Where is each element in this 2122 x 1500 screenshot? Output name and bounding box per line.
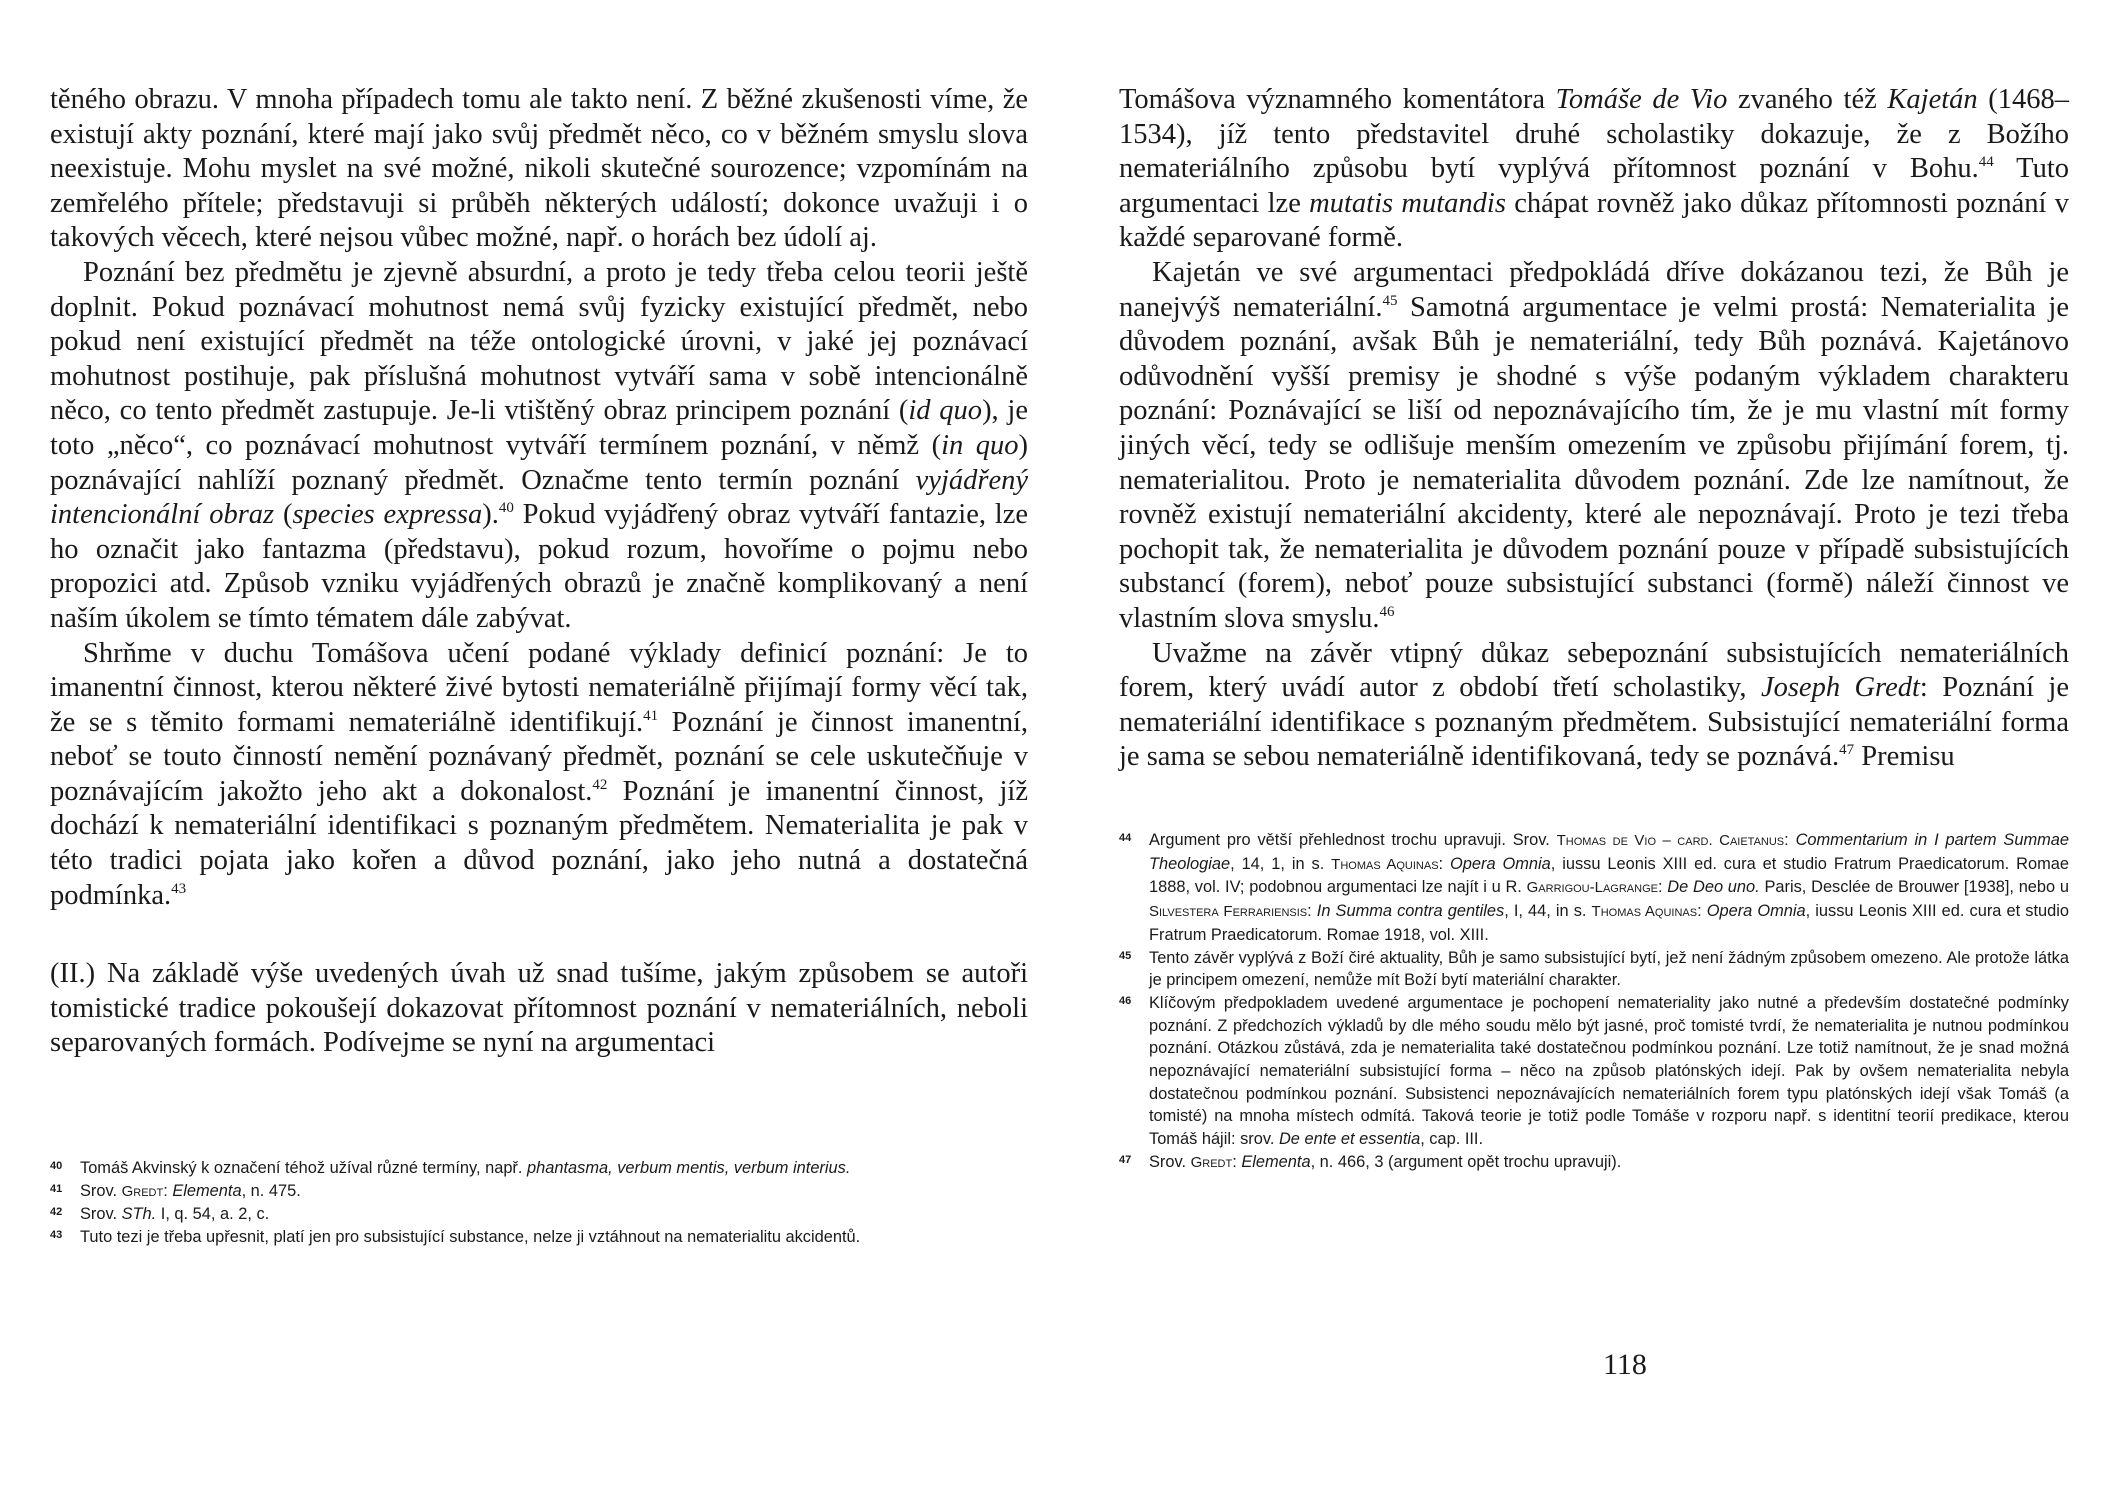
footnote-ref: 43 <box>171 880 187 897</box>
footnote-ref: 42 <box>592 776 608 793</box>
footnote: 41 Srov. Gredt: Elementa, n. 475. <box>50 1181 301 1200</box>
paragraph: Kajetán ve své argumentaci předpokládá dříve dokázanou tezi, že Bůh je nanejvýš nemateriální.$^{45}$ Samotná argumentace je velmi prostá: Nematerialita je důvodem poznání, avšak Bůh je nemateriální, tedy Bůh poznává. Kajetánovo odůvodnění vyšší premisy je shodné s výše podaným výkladem charakteru poznání: Poznávající se liší od nepoznávajícího tím, že je mu vlastní mít formy jiných věcí, tedy se odlišuje menším omezením ve způsobu přijímání forem, tj. nematerialitou. Proto je nematerialita důvodem poznání. Zde lze namítnout, že rovněž existují nemateriální akcidenty, které ale nepoznávají. Proto je tezi třeba pochopit tak, že nematerialita je důvodem poznání pouze v případě subsistujících substancí (forem), neboť pouze subsistující substanci (formě) náleží činnost ve vlastním slova smyslu.$^{46}$ <box>1119 256 2069 634</box>
footnote-ref: 46 <box>1379 603 1395 620</box>
footnote-ref: 44 <box>1978 154 1994 171</box>
left-footnotes <box>50 1157 1028 1249</box>
right-body-text <box>1119 83 2069 775</box>
footnote: 42 Srov. STh. I, q. 54, a. 2, c. <box>50 1205 270 1224</box>
section-paragraph: (II.) Na základě výše uvedených úvah už snad tušíme, jakým způsobem se autoři tomistické tradice pokoušejí dokazovat přítomnost poznání v nemateriálních, neboli separovaných formách. Podívejme se nyní na argumentaci <box>50 958 1028 1059</box>
paragraph: Poznání bez předmětu je zjevně absurdní, a proto je tedy třeba celou teorii ještě doplnit. Pokud poznávací mohutnost nemá svůj fyzicky existující předmět, nebo pokud není existující předmět na téže ontologické úrovni, v jaké jej poznávací mohutnost postihuje, pak příslušná mohutnost vytváří sama v sobě intencionálně něco, co tento předmět zastupuje. Je-li vtištěný obraz principem poznání (id quo), je toto „něco“, co poznávací mohutnost vytváří termínem poznání, v němž (in quo) poznávající nahlíží poznaný předmět. Označme tento termín poznání vyjádřený intencionální obraz (species expressa).$^{40}$ Pokud vyjádřený obraz vytváří fantazie, lze ho označit jako fantazma (představu), pokud rozum, hovoříme o pojmu nebo propozici atd. Způsob vzniku vyjádřených obrazů je značně komplikovaný a není naším úkolem se tímto tématem dále zabývat. <box>50 256 1029 634</box>
footnote-number: 47 <box>1119 1153 1132 1166</box>
right-page <box>1061 0 2122 1500</box>
right-footnotes <box>1119 829 2069 1175</box>
left-body-text <box>50 83 1028 1061</box>
footnote-ref: 41 <box>643 707 659 724</box>
footnote-ref: 40 <box>498 500 514 517</box>
footnote: 44 Argument pro větší přehlednost trochu upravuji. Srov. Thomas de Vio – card. Caietanus: Commentarium in I partem Summae Theologiae, 14, 1, in s. Thomas Aquinas: Opera Omnia, iussu Leonis XIII ed. cura et studio Fratrum Praedicatorum. Romae 1888, vol. IV; podobnou argumentaci lze najít i u R. Garrigou-Lagrange: De Deo uno. Paris, Desclée de Brouwer [1938], nebo u Silvestera Ferrariensis: In Summa contra gentiles, I, 44, in s. Thomas Aquinas: Opera Omnia, iussu Leonis XIII ed. cura et studio Fratrum Praedicatorum. Romae 1918, vol. XIII. <box>1119 831 2070 944</box>
page-number: 118 <box>1603 1348 1647 1381</box>
footnote-ref: 47 <box>1839 742 1855 759</box>
footnote-number: 44 <box>1119 832 1132 844</box>
footnote: 45 Tento závěr vyplývá z Boží čiré aktuality, Bůh je samo subsistující bytí, jež není žádným způsobem omezeno. Ale protože látka je principem omezení, nemůže mít Boží bytí materiální charakter. <box>1119 948 2069 990</box>
footnote: 40 Tomáš Akvinský k označení téhož užíval různé termíny, např. phantasma, verbum mentis, verbum interius. <box>50 1159 851 1177</box>
footnote-number: 43 <box>50 1229 63 1242</box>
footnote: 43 Tuto tezi je třeba upřesnit, platí jen pro subsistující substance, nelze ji vztáhnout na nematerialitu akcidentů. <box>50 1228 861 1247</box>
footnote-number: 46 <box>1119 994 1132 1007</box>
paragraph: Uvažme na závěr vtipný důkaz sebepoznání subsistujících nemateriálních forem, který uvádí autor z období třetí scholastiky, Joseph Gredt: Poznání je nemateriální identifikace s poznaným předmětem. Subsistující nemateriální forma je sama se sebou nemateriálně identifikovaná, tedy se poznává.$^{47}$ Premisu <box>1119 637 2069 773</box>
footnote-number: 45 <box>1119 949 1132 962</box>
footnote: 47 Srov. Gredt: Elementa, n. 466, 3 (argument opět trochu upravuji). <box>1119 1152 1622 1171</box>
footnote: 46 Klíčovým předpokladem uvedené argumentace je pochopení nemateriality jako nutné a především dostatečné podmínky poznání. Z předchozích výkladů by dle mého soudu mělo být jasné, proč tomisté tvrdí, že nematerialita je nutnou podmínkou poznání. Otázkou zůstává, zda je nematerialita také dostatečnou podmínkou poznání. Lze totiž namítnout, že je snad možná nepoznávající nemateriální subsistující forma – něco na způsob platónských idejí. Pak by ovšem nematerialita nebyla dostatečnou podmínkou poznání. Subsistenci nepoznávajících nemateriálních forem typu platónských idejí však Tomáš (a tomisté) na mnoha místech odmítá. Taková teorie je totiž podle Tomáše v rozporu např. s identitní teorií predikace, kterou Tomáš hájil: srov. De ente et essentia, cap. III. <box>1119 993 2069 1149</box>
footnote-ref: 45 <box>1382 292 1398 309</box>
paragraph: těného obrazu. V mnoha případech tomu ale takto není. Z běžné zkušenosti víme, že existují akty poznání, které mají jako svůj předmět něco, co v běžném smyslu slova neexistuje. Mohu myslet na své možné, nikoli skutečné sourozence; vzpomínám na zemřelého přítele; představuji si průběh některých událostí; dokonce uvažuji i o takových věcech, které nejsou vůbec možné, např. o horách bez údolí aj. <box>50 84 1028 254</box>
paragraph: Tomášova významného komentátora Tomáše de Vio zvaného též Kajetán (1468–1534), jíž tento představitel druhé scholastiky dokazuje, že z Božího nemateriálního způsobu bytí vyplývá přítomnost poznání v Bohu.$^{44}$ Tuto argumentaci lze mutatis mutandis chápat rovněž jako důkaz přítomnosti poznání v každé separované formě. <box>1119 84 2070 254</box>
footnote-number: 42 <box>50 1206 63 1219</box>
footnote-number: 41 <box>50 1182 63 1195</box>
paragraph: Shrňme v duchu Tomášova učení podané výklady definicí poznání: Je to imanentní činnost, kterou některé živé bytosti nemateriálně přijímají formy věcí tak, že se s těmito formami nemateriálně identifikují.$^{41}$ Poznání je činnost imanentní, neboť se touto činností nemění poznávaný předmět, poznání se cele uskutečňuje v poznávajícím jakožto jeho akt a dokonalost.$^{42}$ Poznání je imanentní činnost, jíž dochází k nemateriální identifikaci s poznaným předmětem. Nematerialita je pak v této tradici pojata jako kořen a důvod poznání, jako jeho nutná a dostatečná podmínka.$^{43}$ <box>50 637 1028 911</box>
footnote-number: 40 <box>50 1160 63 1172</box>
